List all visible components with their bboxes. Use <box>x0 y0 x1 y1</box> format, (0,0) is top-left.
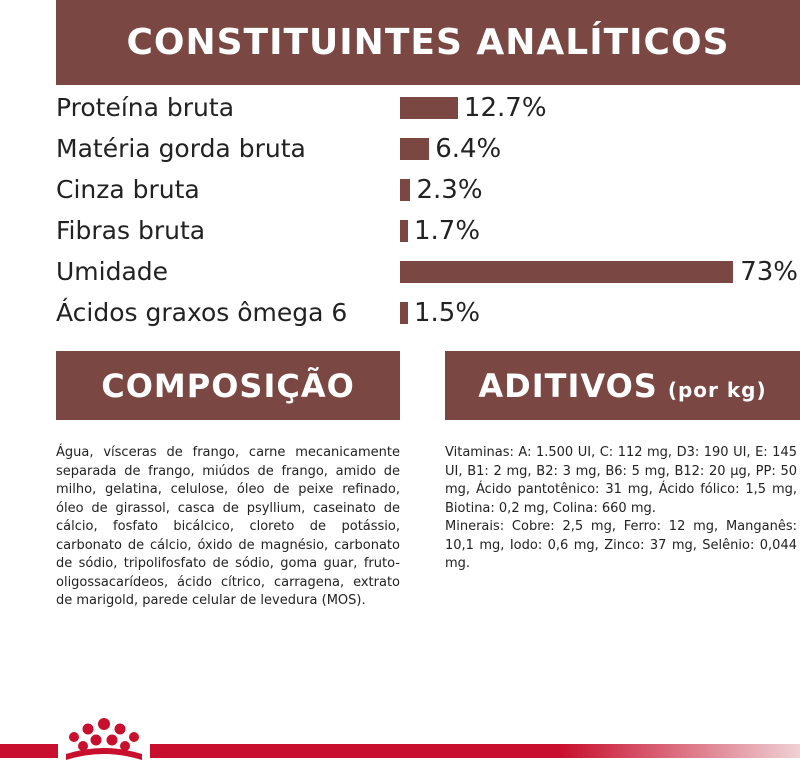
category-label: Cinza bruta <box>56 175 200 204</box>
value-label: 1.7% <box>414 216 481 246</box>
composition-text: Água, vísceras de frango, carne mecanicamente separada de frango, miúdos de frango, amido de milho, gelatina, celulose, óleo de peixe refinado, óleo de girassol, casca de psyllium, caseinato de cálcio, fosfato bicálcico, cloreto de potássio, carbonato de cálcio, óxido de magnésio, carbonato de sódio, tripolifosfato de sódio, goma guar, fruto-oligossacarídeos, ácido cítrico, carragena, extrato de marigold, parede celular de levedura (MOS). <box>56 445 400 608</box>
value-label: 12.7% <box>463 93 547 123</box>
additives-subheading: (por kg) <box>667 377 767 402</box>
analytic-constituents-banner <box>56 0 800 85</box>
additives-banner <box>445 351 800 420</box>
bar <box>400 302 408 324</box>
additives-minerals: Minerais: Cobre: 2,5 mg, Ferro: 12 mg, Manganês: 10,1 mg, Iodo: 0,6 mg, Zinco: 37 mg, Selênio: 0,044 mg. <box>445 519 797 571</box>
category-label: Fibras bruta <box>56 216 206 245</box>
category-label: Ácidos graxos ômega 6 <box>56 298 348 327</box>
bar <box>400 97 458 119</box>
additives-vitamins: Vitaminas: A: 1.500 UI, C: 112 mg, D3: 190 UI, E: 145 UI, B1: 2 mg, B2: 3 mg, B6: 5 mg, B12: 20 µg, PP: 50 mg, Ácido pantotênico: 31 mg, Ácido fólico: 1,5 mg, Biotina: 0,2 mg, Colina: 660 mg. <box>445 445 797 516</box>
royal-canin-crown-logo <box>58 716 150 766</box>
bar <box>400 138 429 160</box>
bar <box>400 261 733 283</box>
additives-heading: ADITIVOS <box>478 366 658 405</box>
composition-heading: COMPOSIÇÃO <box>101 366 355 405</box>
category-label: Umidade <box>56 257 169 286</box>
analytic-bar-chart <box>0 85 800 335</box>
bar <box>400 179 410 201</box>
value-label: 1.5% <box>414 298 481 328</box>
analytic-heading: CONSTITUINTES ANALÍTICOS <box>126 22 730 63</box>
value-label: 73% <box>740 257 798 287</box>
bar <box>400 220 408 242</box>
value-label: 6.4% <box>435 134 502 164</box>
value-label: 2.3% <box>416 175 483 205</box>
category-label: Matéria gorda bruta <box>56 134 306 163</box>
additives-text <box>445 444 797 574</box>
category-label: Proteína bruta <box>56 93 235 122</box>
composition-banner <box>56 351 400 420</box>
